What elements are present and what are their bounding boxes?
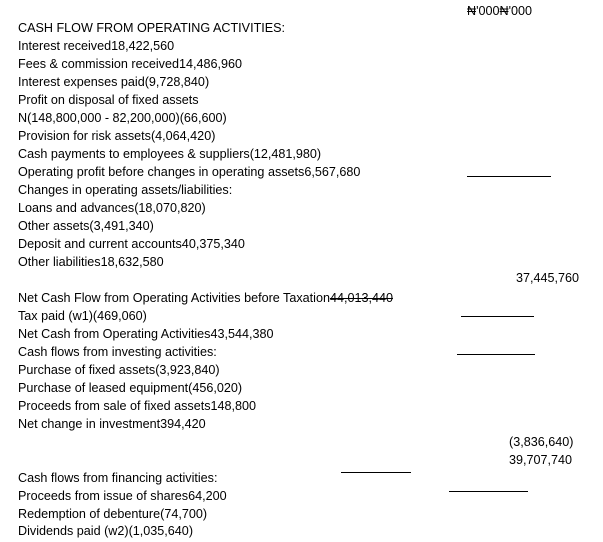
line-fees-commission: Fees & commission received14,486,960: [18, 57, 243, 71]
line-deposits: Deposit and current accounts40,375,340: [18, 237, 245, 251]
line-financing-heading: Cash flows from financing activities:: [18, 471, 218, 485]
rule-investing: [457, 354, 535, 355]
line-net-operating: Net Cash from Operating Activities43,544,380: [18, 327, 274, 341]
section-heading-operating: CASH FLOW FROM OPERATING ACTIVITIES:: [18, 21, 286, 35]
line-net-change-investment: Net change in investment394,420: [18, 417, 206, 431]
line-operating-profit: Operating profit before changes in operating assets6,567,680: [18, 165, 361, 179]
net-before-tax-value: 44,013,440: [329, 291, 393, 305]
line-dividends-paid: Dividends paid (w2)(1,035,640): [18, 524, 194, 538]
line-tax-paid: Tax paid (w1)(469,060): [18, 309, 147, 323]
line-issue-shares: Proceeds from issue of shares64,200: [18, 489, 227, 503]
rule-financing: [449, 491, 528, 492]
line-interest-received: Interest received18,422,560: [18, 39, 175, 53]
line-cash-payments: Cash payments to employees & suppliers(12,481,980): [18, 147, 322, 161]
currency-header: ₦'000₦'000: [467, 4, 533, 18]
line-provision-risk: Provision for risk assets(4,064,420): [18, 129, 216, 143]
line-other-liabilities: Other liabilities18,632,580: [18, 255, 164, 269]
line-investing-heading: Cash flows from investing activities:: [18, 345, 217, 359]
line-proceeds-sale: Proceeds from sale of fixed assets148,800: [18, 399, 257, 413]
rule-operating-profit: [467, 176, 551, 177]
line-redemption-debenture: Redemption of debenture(74,700): [18, 507, 208, 521]
net-before-tax-label: Net Cash Flow from Operating Activities before Taxation: [18, 291, 330, 305]
rule-tax-paid: [461, 316, 534, 317]
value-subtotal-after-investing: 39,707,740: [509, 453, 573, 467]
line-other-assets: Other assets(3,491,340): [18, 219, 154, 233]
line-profit-disposal: Profit on disposal of fixed assets: [18, 93, 199, 107]
value-subtotal-operating: 37,445,760: [516, 271, 580, 285]
value-investing-total: (3,836,640): [509, 435, 574, 449]
line-net-before-tax: [18, 290, 393, 306]
rule-before-financing: [341, 472, 411, 473]
line-purchase-leased: Purchase of leased equipment(456,020): [18, 381, 243, 395]
line-interest-expenses: Interest expenses paid(9,728,840): [18, 75, 210, 89]
line-changes-heading: Changes in operating assets/liabilities:: [18, 183, 233, 197]
line-loans-advances: Loans and advances(18,070,820): [18, 201, 206, 215]
line-disposal-calc: N(148,800,000 - 82,200,000)(66,600): [18, 111, 227, 125]
line-purchase-fixed: Purchase of fixed assets(3,923,840): [18, 363, 220, 377]
